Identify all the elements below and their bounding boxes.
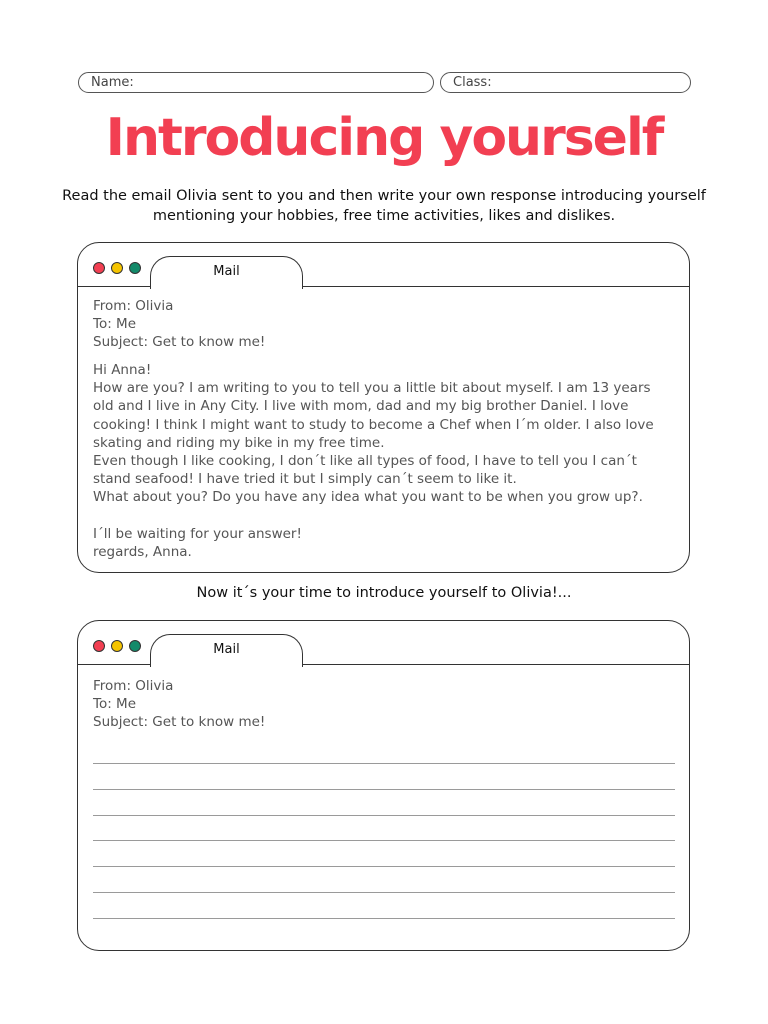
page-title: Introducing yourself [105,108,663,168]
window-titlebar [78,621,689,665]
answer-line[interactable] [93,789,675,790]
minimize-dot-icon [111,262,123,274]
close-dot-icon [93,640,105,652]
mail-tab[interactable]: Mail [150,256,303,289]
answer-line[interactable] [93,866,675,867]
email-subject: Subject: Get to know me! [93,714,266,730]
email-to: To: Me [93,696,137,712]
class-field[interactable] [440,72,691,93]
received-email-window [77,242,690,573]
answer-line[interactable] [93,763,675,764]
answer-line[interactable] [93,892,675,893]
mail-tab[interactable]: Mail [150,634,303,667]
window-titlebar [78,243,689,287]
maximize-dot-icon [129,262,141,274]
answer-line[interactable] [93,815,675,816]
name-label: Name: [91,75,134,90]
email-headers [93,677,265,731]
close-dot-icon [93,262,105,274]
response-prompt: Now it´s your time to introduce yourself to Olivia!... [196,585,572,601]
email-from: From: Olivia [93,298,174,314]
reply-email-window[interactable] [77,620,690,951]
email-headers [93,297,265,351]
instructions: Read the email Olivia sent to you and then write your own response introducing yourself mentioning your hobbies, free time activities, likes and dislikes. [62,188,706,224]
answer-line[interactable] [93,840,675,841]
email-body: Hi Anna! How are you? I am writing to you to tell you a little bit about myself. I am 13 years old and I live in Any City. I live with mom, dad and my big brother Daniel. I love cooking! I think I might want to study to become a Chef when I´m older. I also love skating and riding my bike in my free time. Even though I like cooking, I don´t like all types of food, I have to tell you I can´t stand seafood! I have tried it but I simply can´t seem to like it. What about you? Do you have any idea what you want to be when you grow up?. I´ll be waiting for your answer! regards, Anna. [93,362,654,561]
class-label: Class: [453,75,492,90]
email-subject: Subject: Get to know me! [93,334,266,350]
maximize-dot-icon [129,640,141,652]
email-from: From: Olivia [93,678,174,694]
name-field[interactable] [78,72,434,93]
minimize-dot-icon [111,640,123,652]
answer-line[interactable] [93,918,675,919]
email-to: To: Me [93,316,137,332]
